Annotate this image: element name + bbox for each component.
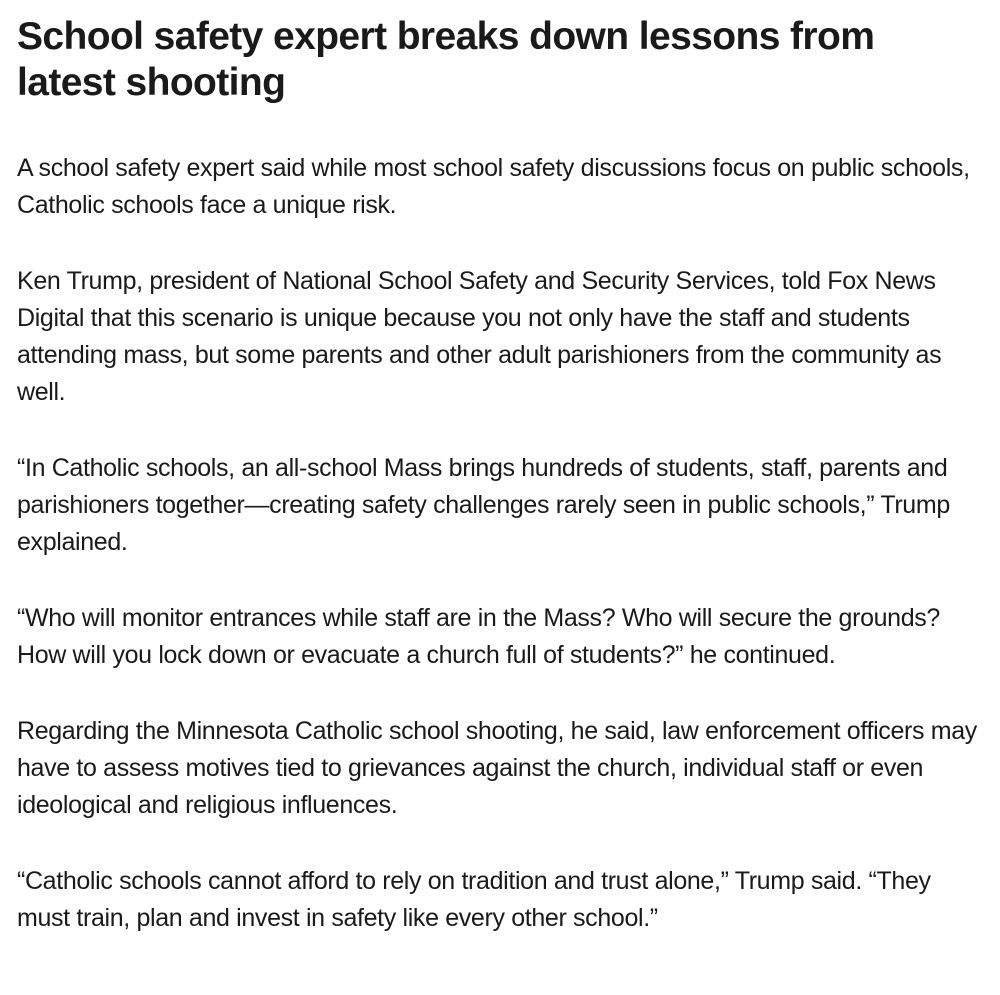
article-headline: School safety expert breaks down lessons from latest shooting (17, 15, 875, 104)
article-paragraph: Regarding the Minnesota Catholic school shooting, he said, law enforcement officers may have to assess motives tied to grievances against the church, individual staff or even ideological and religious influences. (17, 717, 977, 819)
article-paragraph: “Who will monitor entrances while staff are in the Mass? Who will secure the grounds? How will you lock down or evacuate a church full of students?” he continued. (17, 604, 940, 669)
article-paragraph: Ken Trump, president of National School Safety and Security Services, told Fox News Digital that this scenario is unique because you not only have the staff and students attending mass, but some parents and other adult parishioners from the community as well. (17, 267, 942, 406)
article-paragraph: A school safety expert said while most school safety discussions focus on public schools, Catholic schools face a unique risk. (17, 154, 970, 219)
article-paragraph: “Catholic schools cannot afford to rely on tradition and trust alone,” Trump said. “They must train, plan and invest in safety like every other school.” (17, 867, 931, 932)
article-paragraph: “In Catholic schools, an all-school Mass brings hundreds of students, staff, parents and parishioners together—creating safety challenges rarely seen in public schools,” Trump explained. (17, 454, 950, 556)
